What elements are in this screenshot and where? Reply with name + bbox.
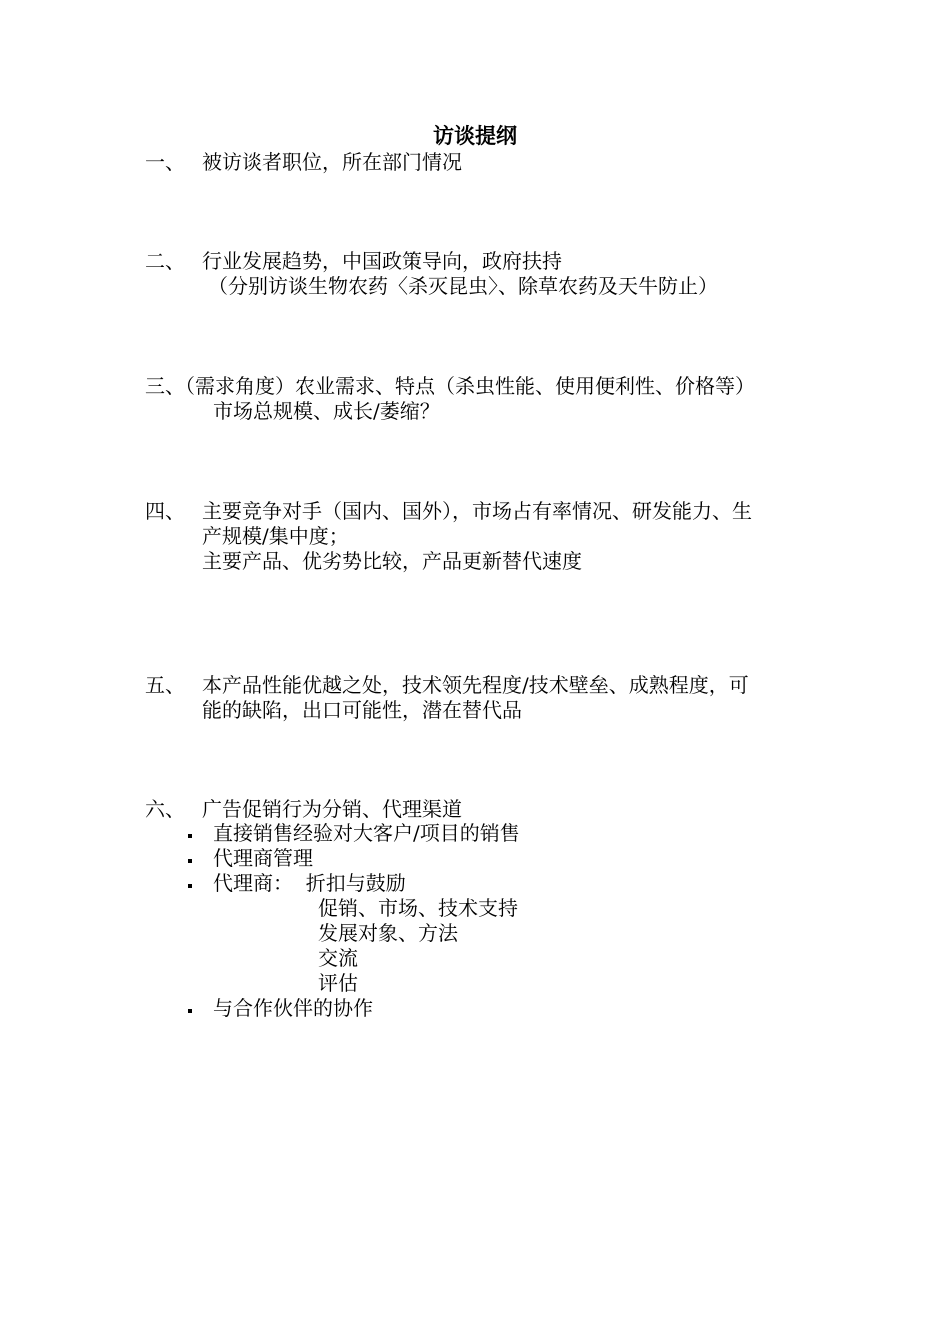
section-3	[145, 374, 825, 424]
bullet-text: 代理商管理	[213, 846, 313, 870]
bullet-icon	[188, 834, 192, 838]
section-1-line-1: 被访谈者职位，所在部门情况	[202, 150, 462, 174]
section-4-line-2: 产规模/集中度；	[202, 524, 349, 548]
section-6-line-1: 广告促销行为分销、代理渠道	[202, 797, 462, 821]
agent-sub-item: 发展对象、方法	[318, 921, 458, 945]
bullet-icon	[188, 884, 192, 888]
section-2-text	[202, 249, 812, 299]
section-4-marker: 四、	[145, 499, 185, 523]
section-1-marker: 一、	[145, 150, 185, 174]
section-6-marker: 六、	[145, 797, 185, 821]
bullet-text: 直接销售经验对大客户/项目的销售	[213, 821, 520, 845]
bullet-icon	[188, 1009, 192, 1013]
section-5-text	[202, 673, 812, 723]
section-2-line-1: 行业发展趋势，中国政策导向，政府扶持	[202, 249, 562, 273]
section-4-line-3: 主要产品、优劣势比较，产品更新替代速度	[202, 549, 582, 573]
section-4-text	[202, 499, 812, 574]
section-5-line-2: 能的缺陷，出口可能性，潜在替代品	[202, 698, 522, 722]
document-title: 访谈提纲	[433, 123, 517, 148]
agent-sub-item: 评估	[318, 971, 358, 995]
section-2-line-2: （分别访谈生物农药〈杀灭昆虫〉、除草农药及天牛防止）	[208, 274, 718, 298]
bullet-text: 与合作伙伴的协作	[213, 996, 373, 1020]
section-3-line-1-text: （需求角度）农业需求、特点（杀虫性能、使用便利性、价格等）	[185, 374, 755, 398]
section-3-line-1	[145, 374, 825, 399]
agent-sub-list	[318, 896, 518, 996]
section-5-marker: 五、	[145, 673, 185, 697]
section-3-line-2: 市场总规模、成长/萎缩？	[213, 399, 440, 423]
section-6-text	[202, 797, 812, 822]
section-3-marker: 三、	[145, 374, 185, 398]
agent-sub-item: 促销、市场、技术支持	[318, 896, 518, 920]
bullet-text: 代理商： 折扣与鼓励	[213, 871, 406, 895]
section-5-line-1: 本产品性能优越之处，技术领先程度/技术壁垒、成熟程度，可	[202, 673, 749, 697]
agent-sub-item: 交流	[318, 946, 358, 970]
section-2-marker: 二、	[145, 249, 185, 273]
section-4-line-1: 主要竞争对手（国内、国外），市场占有率情况、研发能力、生	[202, 499, 752, 523]
bullet-icon	[188, 859, 192, 863]
section-1-text	[202, 150, 812, 175]
